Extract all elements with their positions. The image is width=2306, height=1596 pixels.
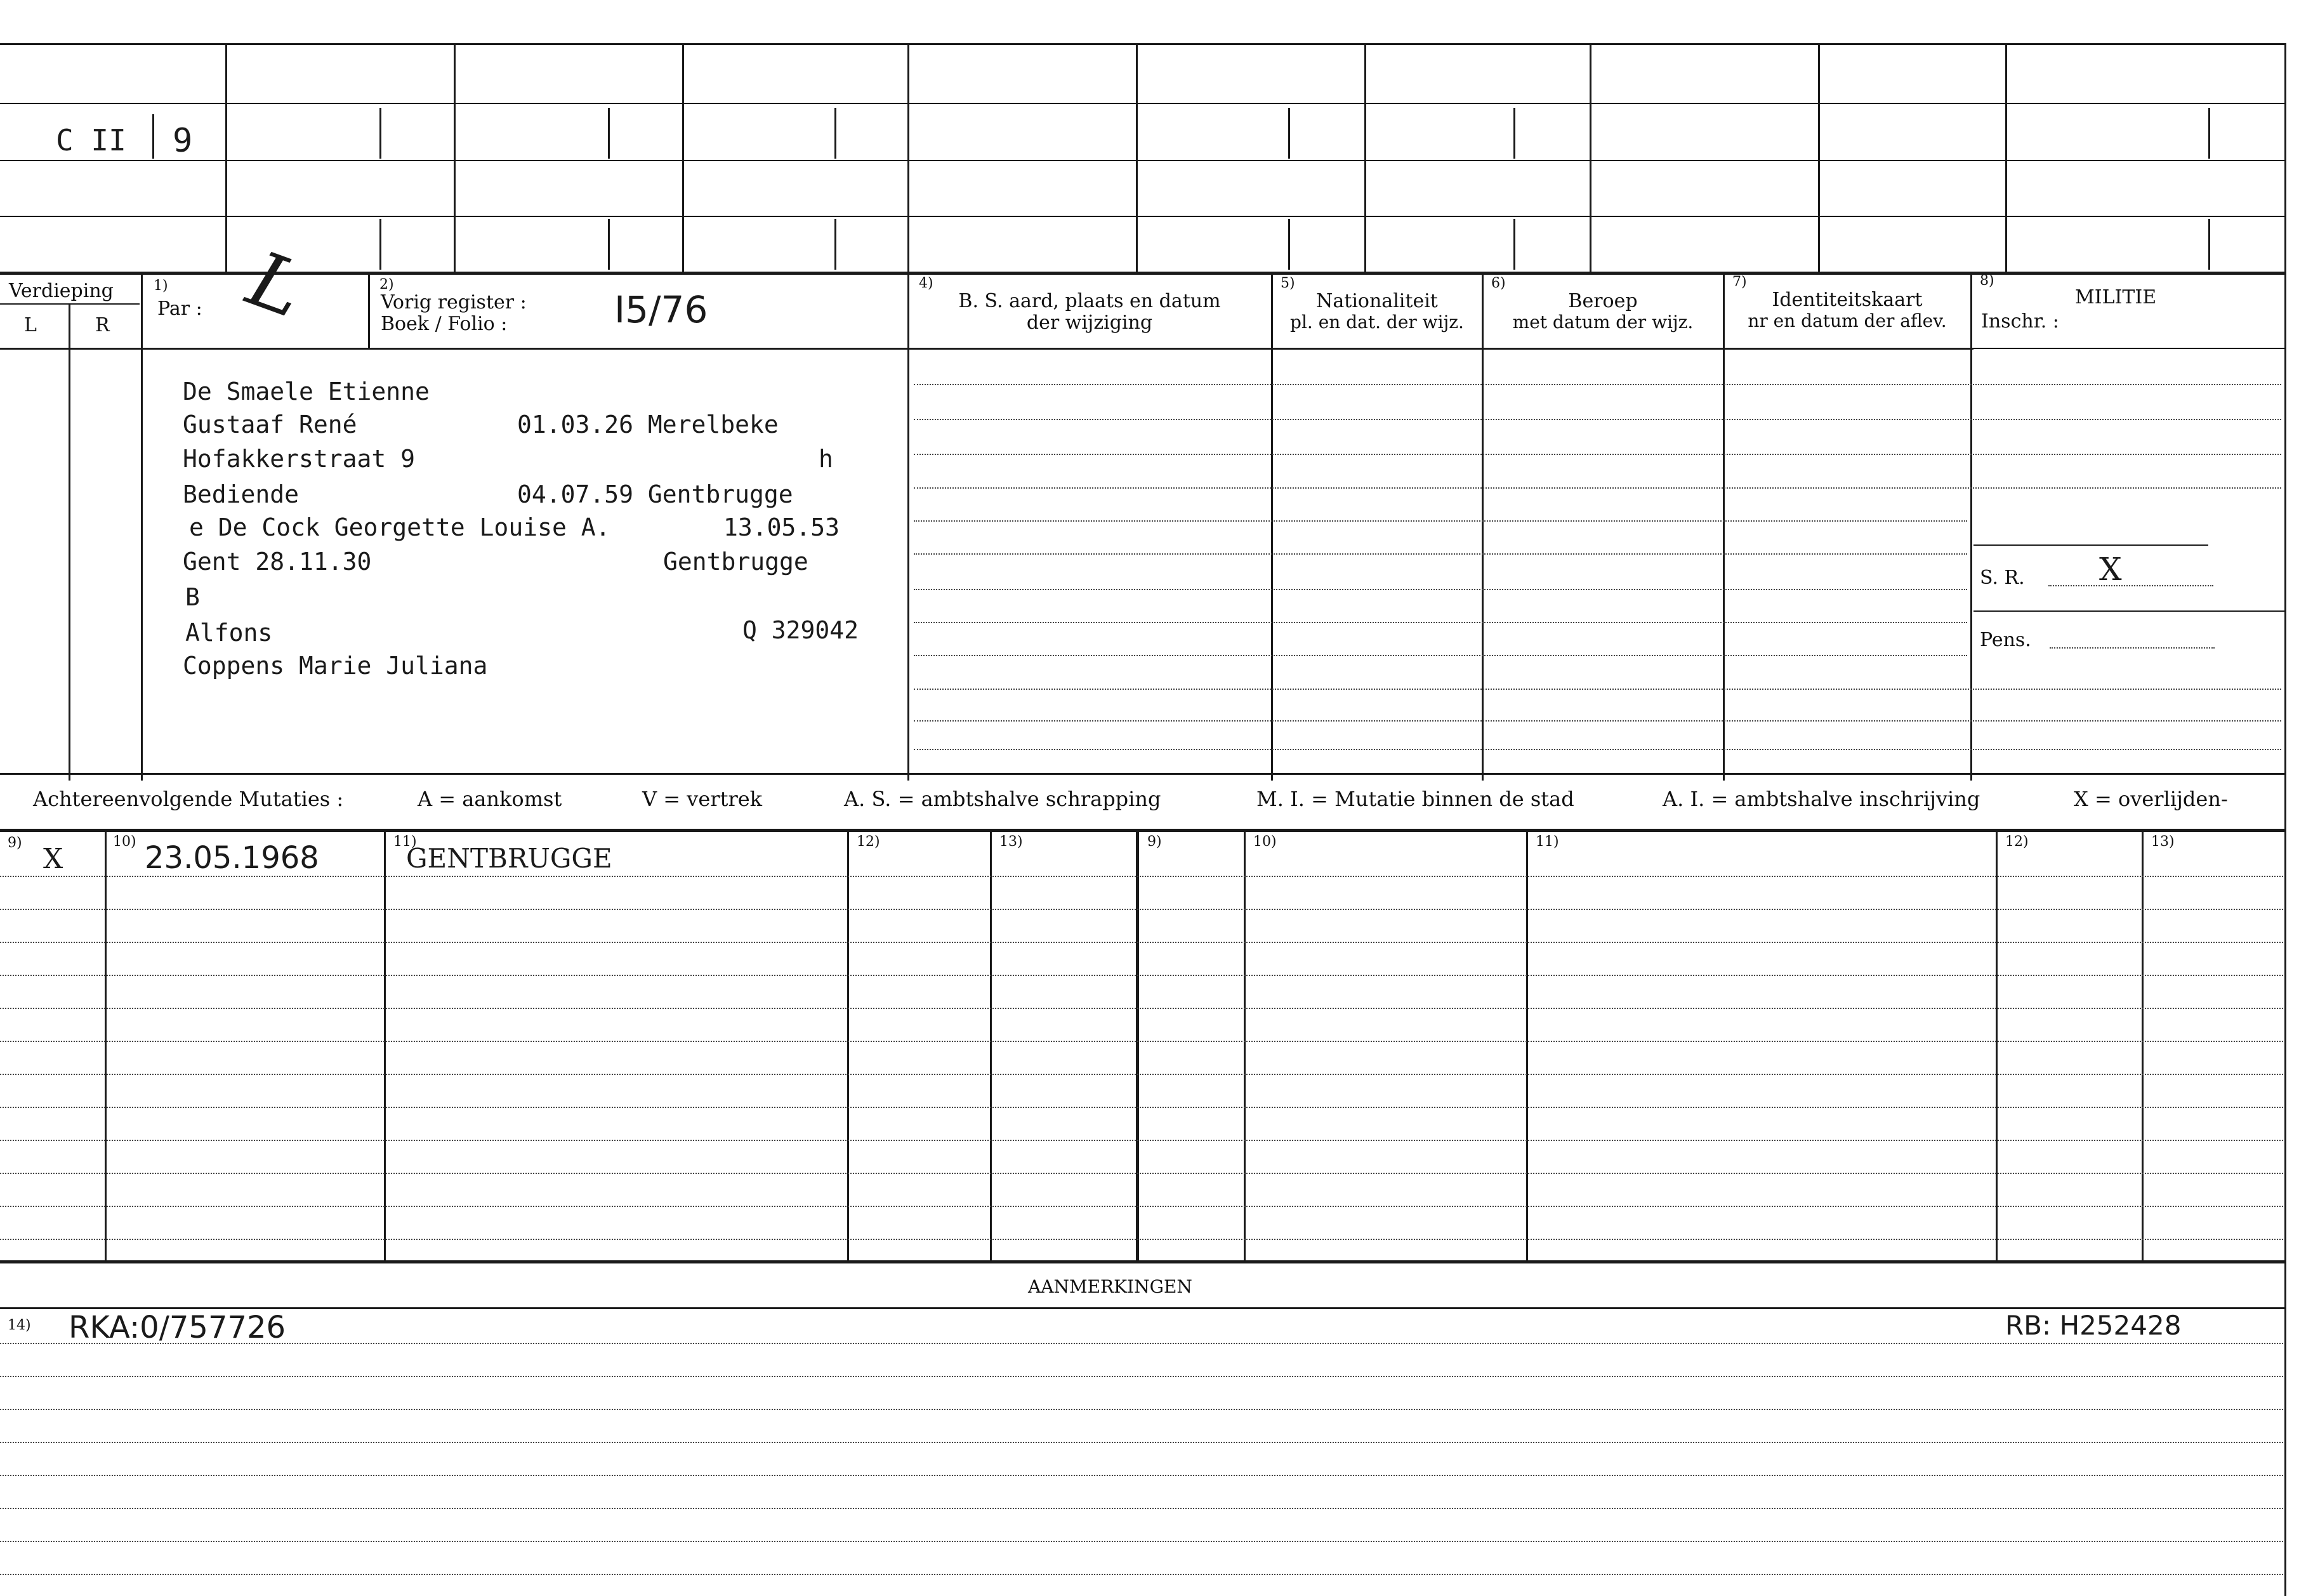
- col-num-4: 4): [919, 275, 933, 291]
- mut-row-line: [0, 1206, 2283, 1207]
- grid-line: [152, 114, 154, 159]
- dotted-line: [914, 655, 1967, 656]
- col-num-1: 1): [154, 278, 168, 294]
- sr-label: S. R.: [1980, 567, 2025, 589]
- mut-col-13b: 13): [2151, 834, 2175, 850]
- mut-col-divider: [1526, 830, 1528, 1262]
- mut-row-line: [0, 1074, 2283, 1075]
- verdieping-r: R: [95, 314, 110, 336]
- col-divider: [1271, 273, 1273, 781]
- grid-line: [0, 216, 2284, 217]
- mut-col-divider: [2142, 830, 2144, 1262]
- mut-row-line: [0, 942, 2283, 943]
- vorig-register-label: Vorig register :: [381, 291, 527, 313]
- mut-col-11b: 11): [1536, 834, 1559, 850]
- legend-v: V = vertrek: [642, 787, 763, 811]
- mutations-top-rule: [0, 829, 2284, 832]
- dotted-line: [914, 520, 1967, 522]
- mut-col-10b: 10): [1253, 834, 1277, 850]
- mut-row1-date: 23.05.1968: [145, 840, 319, 876]
- boek-folio-label: Boek / Folio :: [381, 313, 508, 335]
- grid-line: [2208, 108, 2210, 159]
- col-num-7: 7): [1732, 274, 1747, 290]
- dotted-line: [914, 589, 1967, 590]
- pens-label: Pens.: [1980, 629, 2031, 651]
- inschr-label: Inschr. :: [1981, 310, 2059, 333]
- dotted-line: [914, 622, 1967, 623]
- header-bottom-rule: [0, 348, 1973, 350]
- aanmerkingen-top-rule: [0, 1260, 2284, 1263]
- identiteitskaart-label: Identiteitskaart: [1772, 289, 1923, 311]
- mut-row-line: [0, 1008, 2283, 1009]
- legend-mi: M. I. = Mutatie binnen de stad: [1256, 787, 1574, 811]
- mut-col-divider: [990, 830, 992, 1262]
- dotted-line: [914, 720, 2281, 722]
- mut-col-9: 9): [8, 835, 22, 851]
- grid-line: [379, 108, 381, 159]
- col-divider: [368, 273, 370, 349]
- mut-col-divider: [105, 830, 107, 1262]
- par-label: Par :: [157, 298, 202, 320]
- mut-row-line: [0, 909, 2283, 910]
- legend-top-rule: [0, 773, 2284, 775]
- mut-col-12: 12): [857, 834, 880, 850]
- beroep-label: Beroep: [1568, 290, 1638, 312]
- mut-row1-code: X: [43, 843, 63, 875]
- dotted-line: [914, 689, 2281, 690]
- dotted-line: [914, 454, 2281, 455]
- sr-dotted: [2048, 585, 2213, 586]
- grid-line: [834, 108, 836, 159]
- mut-row-line: [0, 1041, 2283, 1042]
- grid-line: [1513, 108, 1515, 159]
- mut-row-line: [0, 975, 2283, 976]
- place-3: Gentbrugge: [663, 548, 808, 576]
- grid-line: [1136, 44, 1138, 273]
- mut-row-line: [0, 876, 2283, 877]
- birth-date-place: 01.03.26 Merelbeke: [517, 411, 779, 439]
- col-divider-lr: [69, 305, 70, 781]
- identiteitskaart-sub: nr en datum der aflev.: [1748, 310, 1947, 331]
- legend-a: A = aankomst: [418, 787, 562, 811]
- col-num-2: 2): [379, 277, 394, 293]
- aanmerkingen-title: AANMERKINGEN: [1028, 1276, 1192, 1297]
- dotted-line: [914, 419, 2281, 420]
- register-value: I5/76: [614, 288, 708, 331]
- nationaliteit-label: Nationaliteit: [1316, 290, 1438, 312]
- grid-line: [608, 108, 610, 159]
- remark-line: [0, 1442, 2283, 1443]
- grid-line: [1513, 219, 1515, 270]
- mut-col-11: 11): [393, 834, 417, 850]
- militie-rule: [1973, 544, 2208, 546]
- person-line-5: e De Cock Georgette Louise A.: [189, 513, 610, 541]
- col-divider: [1970, 273, 1972, 781]
- pens-dotted: [2050, 647, 2215, 649]
- militie-underline: [1973, 348, 2284, 349]
- date-2: 04.07.59 Gentbrugge: [517, 480, 793, 508]
- mut-col-9b: 9): [1147, 834, 1162, 850]
- remark-line: [0, 1409, 2283, 1410]
- col-num-6: 6): [1491, 275, 1506, 291]
- col-num-8: 8): [1980, 273, 1994, 289]
- grid-line: [907, 44, 909, 273]
- person-line-9: Coppens Marie Juliana: [183, 652, 488, 680]
- legend-ai: A. I. = ambtshalve inschrijving: [1663, 787, 1980, 811]
- header-top-rule: [0, 272, 2284, 275]
- mut-row1-place: GENTBRUGGE: [406, 843, 612, 874]
- col-num-5: 5): [1281, 275, 1295, 291]
- grid-line: [608, 219, 610, 270]
- mut-col-divider-mid: [1136, 830, 1139, 1262]
- person-line-2: Gustaaf René: [183, 411, 357, 439]
- id-number: Q 329042: [742, 616, 859, 644]
- grid-line: [1590, 44, 1591, 273]
- grid-line: [2005, 44, 2007, 273]
- remark-line: [0, 1574, 2283, 1575]
- dotted-line: [914, 749, 2281, 750]
- mut-row-line: [0, 1173, 2283, 1174]
- right-border: [2284, 43, 2286, 1596]
- person-h: h: [819, 445, 833, 473]
- person-line-4: Bediende: [183, 480, 300, 508]
- mut-col-divider: [384, 830, 386, 1262]
- col-divider: [141, 273, 143, 781]
- mut-row-line: [0, 1140, 2283, 1141]
- dotted-line: [914, 553, 1967, 555]
- remark-line: [0, 1343, 2283, 1344]
- legend-x: X = overlijden-: [2074, 787, 2228, 811]
- grid-line: [682, 44, 684, 273]
- bs-label-2: der wijziging: [1026, 312, 1153, 334]
- remark-line: [0, 1376, 2283, 1377]
- grid-line: [834, 219, 836, 270]
- col-divider: [907, 273, 909, 781]
- date-3: 13.05.53: [723, 513, 840, 541]
- mut-col-10: 10): [113, 834, 136, 850]
- grid-line: [454, 44, 456, 273]
- grid-code: C II: [56, 123, 126, 157]
- person-line-1: De Smaele Etienne: [183, 378, 430, 406]
- mut-col-12b: 12): [2005, 834, 2029, 850]
- rka-number: RKA:0/757726: [69, 1310, 286, 1345]
- remark-line: [0, 1508, 2283, 1509]
- mut-row-line: [0, 1107, 2283, 1108]
- mut-row-line: [0, 1239, 2283, 1240]
- mut-col-divider: [1244, 830, 1246, 1262]
- verdieping-l: L: [24, 314, 37, 336]
- grid-line: [0, 160, 2284, 161]
- grid-number: 9: [173, 122, 193, 160]
- person-line-3: Hofakkerstraat 9: [183, 445, 416, 473]
- nationaliteit-sub: pl. en dat. der wijz.: [1290, 312, 1464, 333]
- verdieping-label: Verdieping: [9, 280, 114, 302]
- aanmerkingen-num: 14): [8, 1317, 31, 1333]
- mut-col-divider: [1996, 830, 1998, 1262]
- legend-as: A. S. = ambtshalve schrapping: [844, 787, 1161, 811]
- rb-number: RB: H252428: [2005, 1310, 2182, 1341]
- col-divider: [1482, 273, 1484, 781]
- militie-rule: [1973, 610, 2284, 612]
- mut-col-13: 13): [999, 834, 1023, 850]
- top-rule: [0, 43, 2284, 45]
- legend-title: Achtereenvolgende Mutaties :: [33, 787, 344, 811]
- grid-line: [1818, 44, 1820, 273]
- grid-line: [1288, 108, 1290, 159]
- aanmerkingen-rule: [0, 1307, 2284, 1309]
- grid-line: [225, 44, 227, 273]
- dotted-line: [914, 384, 2281, 385]
- grid-line: [2208, 219, 2210, 270]
- col-divider: [1723, 273, 1725, 781]
- sr-value: X: [2099, 551, 2122, 588]
- grid-line: [1364, 44, 1366, 273]
- remark-line: [0, 1475, 2283, 1476]
- grid-line: [379, 219, 381, 270]
- person-line-8: Alfons: [185, 619, 273, 647]
- dotted-line: [914, 487, 2281, 489]
- militie-label: MILITIE: [2075, 286, 2157, 308]
- bs-label-1: B. S. aard, plaats en datum: [958, 290, 1221, 312]
- person-line-7: B: [185, 583, 200, 611]
- grid-line: [0, 103, 2284, 104]
- par-signature: L: [237, 235, 315, 336]
- person-line-6: Gent 28.11.30: [183, 548, 372, 576]
- grid-line: [1288, 219, 1290, 270]
- remark-line: [0, 1541, 2283, 1542]
- mut-col-divider: [847, 830, 849, 1262]
- beroep-sub: met datum der wijz.: [1512, 312, 1694, 333]
